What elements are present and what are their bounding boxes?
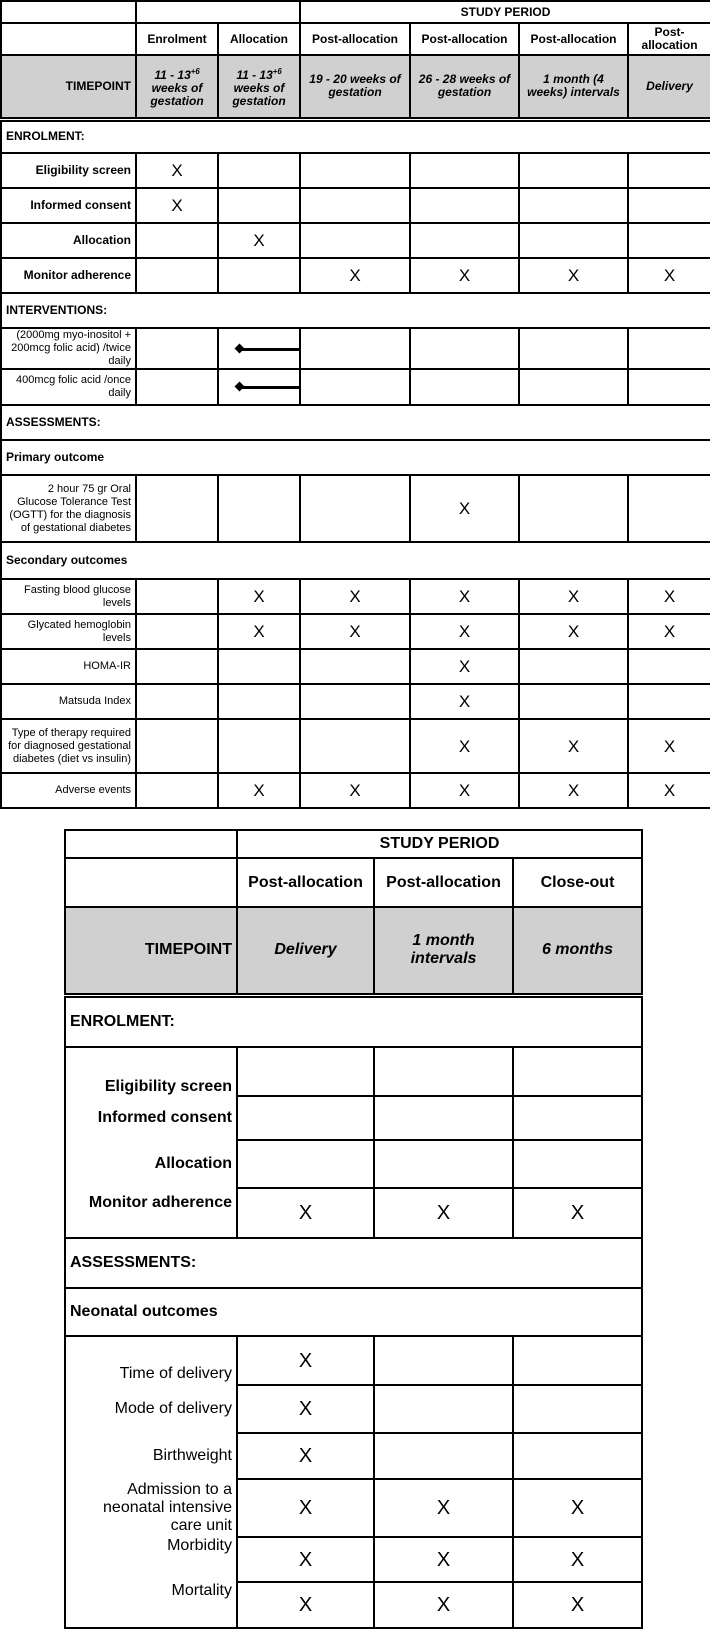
row-label: HOMA-IR — [1, 649, 136, 684]
row-label: Morbidity — [65, 1537, 237, 1582]
check-mark: X — [237, 1479, 374, 1537]
corner-cell — [65, 830, 237, 858]
row-label: 2 hour 75 gr Oral Glucose Tolerance Test (OGTT) for the diagnosis of gestational diabetes — [1, 475, 136, 542]
intervention-bar-cell — [218, 369, 300, 405]
schedule-table-1 — [0, 0, 710, 809]
check-mark: X — [513, 1479, 642, 1537]
row-label: Monitor adherence — [65, 1188, 237, 1238]
check-mark: X — [237, 1433, 374, 1479]
check-mark: X — [374, 1537, 513, 1582]
intervention-bar-cell — [218, 328, 300, 369]
check-mark: X — [410, 649, 519, 684]
row-label: Mode of delivery — [65, 1385, 237, 1433]
check-mark: X — [237, 1582, 374, 1628]
check-mark: X — [136, 188, 218, 223]
study-period-header: STUDY PERIOD — [237, 830, 642, 858]
check-mark: X — [300, 579, 410, 614]
check-mark: X — [410, 719, 519, 773]
schedule-table-2 — [64, 829, 643, 1629]
check-mark: X — [218, 579, 300, 614]
check-mark: X — [410, 258, 519, 293]
blank-header-cell — [136, 1, 300, 23]
check-mark: X — [519, 614, 628, 649]
check-mark: X — [628, 719, 710, 773]
check-mark: X — [513, 1537, 642, 1582]
secondary-outcomes-heading: Secondary outcomes — [1, 542, 710, 579]
row-label: Mortality — [65, 1582, 237, 1628]
check-mark: X — [628, 579, 710, 614]
section-assessments: ASSESSMENTS: — [65, 1238, 642, 1288]
column-header: Post-allocation — [237, 858, 374, 907]
section-interventions: INTERVENTIONS: — [1, 293, 710, 328]
row-label: Admission to a neonatal intensive care unit — [65, 1479, 237, 1537]
check-mark: X — [300, 773, 410, 808]
check-mark: X — [218, 614, 300, 649]
row-label: Birthweight — [65, 1433, 237, 1479]
check-mark: X — [513, 1582, 642, 1628]
neonatal-outcomes-heading: Neonatal outcomes — [65, 1288, 642, 1336]
column-header: Close-out — [513, 858, 642, 907]
check-mark: X — [410, 475, 519, 542]
check-mark: X — [237, 1385, 374, 1433]
row-label: Monitor adherence — [1, 258, 136, 293]
check-mark: X — [218, 223, 300, 258]
timepoint-value: $11 - 13^{+6}$ weeks of gestation — [218, 55, 300, 119]
column-header: Post-allocation — [628, 23, 710, 55]
check-mark: X — [519, 719, 628, 773]
corner-cell — [1, 23, 136, 55]
check-mark: X — [519, 773, 628, 808]
timepoint-value: 1 month (4 weeks) intervals — [519, 55, 628, 119]
check-mark: X — [374, 1479, 513, 1537]
check-mark: X — [237, 1188, 374, 1238]
row-label: (2000mg myo-inositol + 200mcg folic acid) /twice daily — [1, 328, 136, 369]
check-mark: X — [237, 1336, 374, 1385]
timepoint-value: 1 month intervals — [374, 907, 513, 995]
corner-cell — [1, 1, 136, 23]
row-label: Time of delivery — [65, 1336, 237, 1385]
section-enrolment: ENROLMENT: — [65, 995, 642, 1047]
row-label: Type of therapy required for diagnosed gestational diabetes (diet vs insulin) — [1, 719, 136, 773]
column-header: Post-allocation — [374, 858, 513, 907]
section-enrolment: ENROLMENT: — [1, 119, 710, 153]
timepoint-value: Delivery — [237, 907, 374, 995]
check-mark: X — [410, 773, 519, 808]
column-header: Post-allocation — [410, 23, 519, 55]
check-mark: X — [513, 1188, 642, 1238]
column-header: Allocation — [218, 23, 300, 55]
check-mark: X — [374, 1582, 513, 1628]
row-label: Allocation — [65, 1140, 237, 1188]
check-mark: X — [136, 153, 218, 188]
check-mark: X — [519, 258, 628, 293]
timepoint-label: TIMEPOINT — [65, 907, 237, 995]
intervention-duration-bar — [239, 386, 300, 389]
column-header: Post-allocation — [519, 23, 628, 55]
check-mark: X — [410, 579, 519, 614]
row-label: Fasting blood glucose levels — [1, 579, 136, 614]
timepoint-label: TIMEPOINT — [1, 55, 136, 119]
check-mark: X — [218, 773, 300, 808]
check-mark: X — [519, 579, 628, 614]
check-mark: X — [410, 614, 519, 649]
check-mark: X — [300, 614, 410, 649]
intervention-duration-bar — [239, 348, 300, 351]
row-label: Allocation — [1, 223, 136, 258]
row-label: Eligibility screen — [1, 153, 136, 188]
check-mark: X — [410, 684, 519, 719]
timepoint-value: 26 - 28 weeks of gestation — [410, 55, 519, 119]
timepoint-value: 19 - 20 weeks of gestation — [300, 55, 410, 119]
corner-cell — [65, 858, 237, 907]
row-label: Adverse events — [1, 773, 136, 808]
row-label: Eligibility screen — [65, 1047, 237, 1096]
column-header: Post-allocation — [300, 23, 410, 55]
timepoint-value: Delivery — [628, 55, 710, 119]
check-mark: X — [237, 1537, 374, 1582]
column-header: Enrolment — [136, 23, 218, 55]
row-label: Informed consent — [65, 1096, 237, 1140]
check-mark: X — [300, 258, 410, 293]
check-mark: X — [628, 258, 710, 293]
check-mark: X — [628, 614, 710, 649]
check-mark: X — [374, 1188, 513, 1238]
row-label: 400mcg folic acid /once daily — [1, 369, 136, 405]
primary-outcome-heading: Primary outcome — [1, 440, 710, 475]
study-period-header: STUDY PERIOD — [300, 1, 710, 23]
row-label: Informed consent — [1, 188, 136, 223]
row-label: Glycated hemoglobin levels — [1, 614, 136, 649]
timepoint-value: 6 months — [513, 907, 642, 995]
timepoint-value: $11 - 13^{+6}$ weeks of gestation — [136, 55, 218, 119]
row-label: Matsuda Index — [1, 684, 136, 719]
section-assessments: ASSESSMENTS: — [1, 405, 710, 440]
check-mark: X — [628, 773, 710, 808]
